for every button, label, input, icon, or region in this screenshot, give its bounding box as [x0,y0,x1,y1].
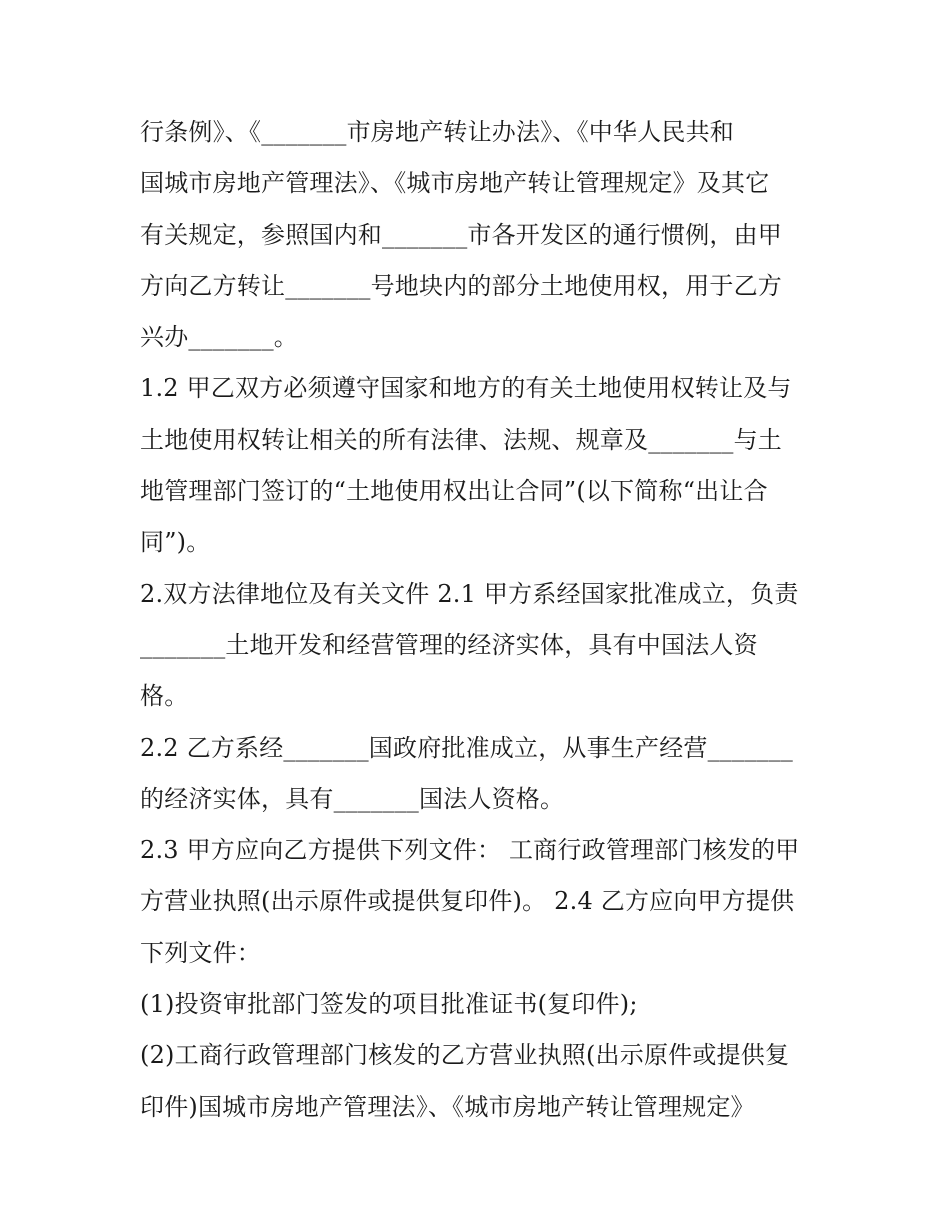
document-body [140,107,820,1133]
text-line: (1)投资审批部门签发的项目批准证书(复印件); [140,990,638,1019]
text-line: 格。 [140,682,189,711]
text-line: 2.3 甲方应向乙方提供下列文件： 工商行政管理部门核发的甲 [140,836,800,865]
text-line: 土地使用权转让相关的所有法律、法规、规章及_______与土 [140,425,782,454]
text-line: 方向乙方转让_______号地块内的部分土地使用权，用于乙方 [140,271,782,300]
text-line: _______土地开发和经营管理的经济实体，具有中国法人资 [140,630,758,659]
text-line: 方营业执照(出示原件或提供复印件)。 2.4 乙方应向甲方提供 [140,887,795,916]
text-line: 兴办_______。 [140,323,298,352]
text-line: 下列文件： [140,938,261,967]
text-line: 2.2 乙方系经_______国政府批准成立，从事生产经营_______ [140,733,793,762]
text-line: 2.双方法律地位及有关文件 2.1 甲方系经国家批准成立，负责 [140,579,799,608]
text-line: 1.2 甲乙双方必须遵守国家和地方的有关土地使用权转让及与 [140,374,792,403]
text-line: 同”)。 [140,528,211,557]
text-line: 印件)国城市房地产管理法》、《城市房地产转让管理规定》 [140,1092,755,1121]
text-line: 的经济实体，具有_______国法人资格。 [140,784,565,813]
text-line: 地管理部门签订的“土地使用权出让合同”(以下简称“出让合 [140,477,768,506]
text-line: 有关规定，参照国内和_______市各开发区的通行惯例，由甲 [140,220,782,249]
text-line: (2)工商行政管理部门核发的乙方营业执照(出示原件或提供复 [140,1041,790,1070]
text-line: 行条例》、《_______市房地产转让办法》、《中华人民共和 [140,118,734,146]
text-line: 国城市房地产管理法》、《城市房地产转让管理规定》及其它 [140,169,770,198]
